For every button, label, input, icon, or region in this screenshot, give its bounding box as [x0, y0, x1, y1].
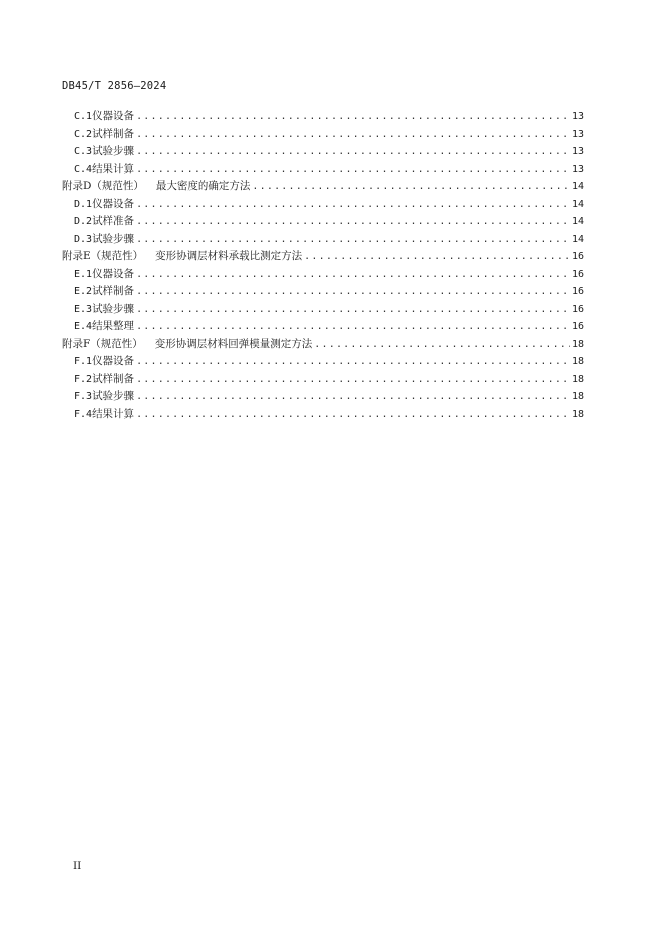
- dot-leader: [136, 213, 570, 231]
- toc-entry-c4[interactable]: [62, 161, 584, 179]
- toc-entry-number: C.2: [74, 128, 93, 140]
- toc-entry-page: 13: [571, 128, 584, 140]
- toc-entry-page: 18: [571, 373, 584, 385]
- dot-leader: [136, 353, 570, 371]
- toc-entry-title: 试验步骤: [92, 145, 135, 157]
- toc-entry-f4[interactable]: [62, 406, 584, 424]
- dot-leader: [136, 371, 570, 389]
- toc-entry-title: 试样制备: [92, 372, 135, 385]
- dot-leader: [136, 143, 570, 161]
- toc-entry-title: 结果计算: [92, 162, 135, 175]
- toc-entry-number: C.3: [74, 146, 93, 157]
- toc-entry-page: 13: [571, 146, 584, 157]
- table-of-contents: [62, 108, 584, 423]
- toc-entry-number: D.2: [74, 216, 93, 227]
- document-code: DB45/T 2856—2024: [62, 80, 167, 92]
- toc-entry-title: 试样制备: [92, 127, 135, 140]
- toc-entry-appendix-e[interactable]: [62, 248, 584, 266]
- toc-entry-page: 18: [571, 356, 584, 367]
- page-number: II: [73, 860, 82, 872]
- toc-entry-number: E.4: [74, 321, 93, 332]
- toc-entry-page: 14: [571, 216, 584, 227]
- toc-entry-appendix-f[interactable]: [62, 336, 584, 354]
- toc-entry-title: 试样制备: [92, 285, 135, 297]
- toc-entry-number: F.4: [74, 408, 93, 420]
- toc-entry-d1[interactable]: [62, 196, 584, 214]
- dot-leader: [136, 266, 570, 284]
- dot-leader: [136, 161, 570, 179]
- toc-entry-title: 仪器设备: [92, 267, 135, 280]
- dot-leader: [136, 301, 570, 319]
- toc-entry-title: 仪器设备: [92, 197, 135, 210]
- toc-entry-title: 仪器设备: [92, 355, 135, 367]
- dot-leader: [136, 231, 570, 249]
- toc-entry-e2[interactable]: [62, 283, 584, 301]
- toc-entry-c2[interactable]: [62, 126, 584, 144]
- toc-entry-page: 16: [571, 251, 584, 262]
- dot-leader: [136, 196, 570, 214]
- toc-entry-title: 结果计算: [92, 407, 135, 420]
- toc-entry-page: 18: [571, 338, 584, 350]
- toc-entry-title: 最大密度的确定方法: [155, 180, 251, 192]
- dot-leader: [314, 336, 570, 354]
- toc-entry-page: 13: [571, 111, 584, 122]
- toc-entry-number: D.3: [74, 233, 93, 245]
- dot-leader: [304, 248, 570, 266]
- toc-entry-page: 14: [571, 233, 584, 245]
- toc-entry-number: E.1: [74, 268, 93, 280]
- dot-leader: [252, 178, 570, 196]
- toc-entry-title: 仪器设备: [92, 110, 135, 122]
- toc-entry-number: D.1: [74, 198, 93, 210]
- toc-entry-page: 16: [571, 268, 584, 280]
- dot-leader: [136, 318, 570, 336]
- toc-entry-page: 16: [571, 321, 584, 332]
- toc-entry-title: 试验步骤: [92, 232, 135, 245]
- toc-entry-number: F.2: [74, 373, 93, 385]
- toc-entry-title: 试验步骤: [92, 302, 135, 315]
- toc-entry-title: 结果整理: [92, 320, 135, 332]
- dot-leader: [136, 283, 570, 301]
- toc-entry-c1[interactable]: [62, 108, 584, 126]
- toc-entry-appendix-d[interactable]: [62, 178, 584, 196]
- toc-entry-number: E.3: [74, 303, 93, 315]
- toc-entry-e1[interactable]: [62, 266, 584, 284]
- toc-appendix-label: 附录F（规范性）: [62, 337, 143, 350]
- dot-leader: [136, 406, 570, 424]
- toc-entry-f3[interactable]: [62, 388, 584, 406]
- toc-appendix-label: 附录D（规范性）: [62, 180, 144, 192]
- toc-entry-page: 13: [571, 163, 584, 175]
- toc-entry-title: 试样准备: [92, 215, 135, 227]
- dot-leader: [136, 126, 570, 144]
- toc-entry-d2[interactable]: [62, 213, 584, 231]
- toc-entry-page: 14: [571, 198, 584, 210]
- toc-entry-page: 16: [571, 286, 584, 297]
- toc-entry-number: C.4: [74, 163, 93, 175]
- toc-entry-page: 14: [571, 181, 584, 192]
- toc-entry-c3[interactable]: [62, 143, 584, 161]
- toc-entry-d3[interactable]: [62, 231, 584, 249]
- toc-entry-page: 18: [571, 391, 584, 402]
- toc-entry-f1[interactable]: [62, 353, 584, 371]
- toc-entry-number: F.3: [74, 391, 93, 402]
- toc-entry-page: 16: [571, 303, 584, 315]
- toc-entry-title: 变形协调层材料承载比测定方法: [155, 250, 303, 262]
- toc-entry-page: 18: [571, 408, 584, 420]
- toc-entry-e4[interactable]: [62, 318, 584, 336]
- dot-leader: [136, 388, 570, 406]
- toc-entry-f2[interactable]: [62, 371, 584, 389]
- toc-entry-number: F.1: [74, 356, 93, 367]
- toc-entry-title: 试验步骤: [92, 390, 135, 402]
- toc-entry-e3[interactable]: [62, 301, 584, 319]
- toc-appendix-label: 附录E（规范性）: [62, 250, 144, 262]
- toc-entry-number: C.1: [74, 111, 93, 122]
- toc-entry-number: E.2: [74, 286, 93, 297]
- dot-leader: [136, 108, 570, 126]
- toc-entry-title: 变形协调层材料回弹模量测定方法: [154, 337, 313, 350]
